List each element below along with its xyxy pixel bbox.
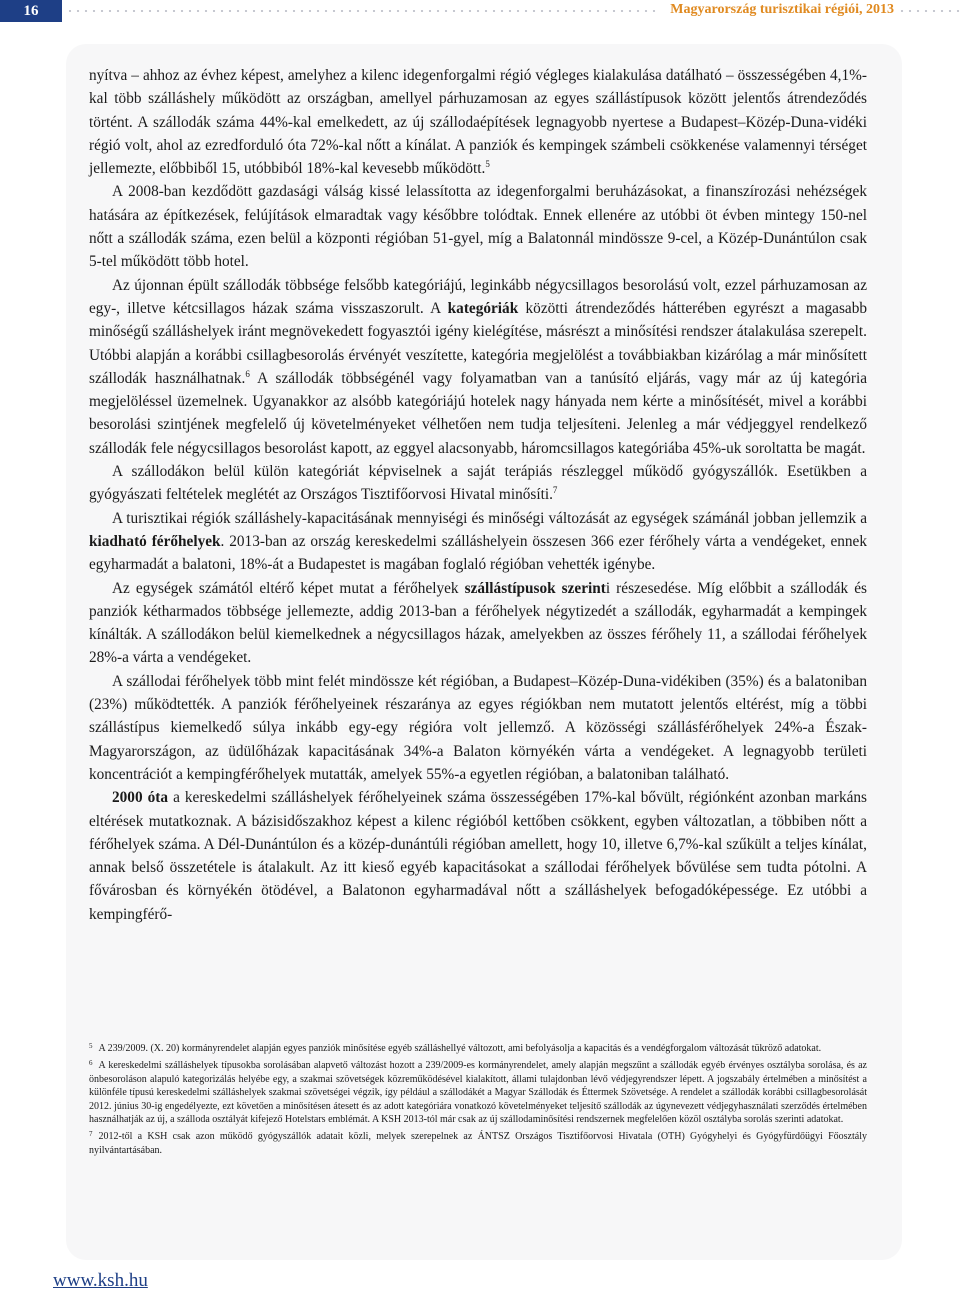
footnote-5 xyxy=(89,1040,867,1055)
paragraph-8 xyxy=(89,786,867,926)
paragraph-4 xyxy=(89,460,867,507)
paragraph-text: . 2013-ban az ország kereskedelmi szálláshelyein összesen 366 ezer férőhely várta a vendégeket, ennek egyharmadát a balatoni, 18%-át a Budapestet is magában foglaló régióban vehették igénybe. xyxy=(89,532,867,574)
paragraph-text: közötti átrendeződés hátterében egyrészt a magasabb minőségű szálláshelyek iránt megnövekedett fogyasztói igény kielégítése, másrészt a minősítési rendszer átalakulása szerepelt. Utóbbi alapján a korábbi csillagbesorolás érvényét veszítette, kategória megjelölést a továbbiakban kizárólag a már minősített szállodák használhatnak. xyxy=(89,299,867,387)
footnote-number: 5 xyxy=(89,1042,93,1050)
footnote-ref[interactable]: 6 xyxy=(245,368,250,379)
paragraph-text: Az egységek számától eltérő képet mutat a férőhelyek xyxy=(112,579,465,597)
emphasis-2000-ota: 2000 óta xyxy=(112,789,169,807)
emphasis-szallastipusok: szállástípusok szerint xyxy=(464,579,606,597)
paragraph-7: A szállodai férőhelyek több mint felét mindössze két régióban, a Budapest–Közép-Duna-vidékiben (35%) és a balatoniban (23%) működtették. A panziók férőhelyeinek részaránya az egyes régiókban nem mutatott jelentős eltérést, míg a többi szállástípus kiemelkedő súlya inkább egy-egy régióra volt jellemző. A közösségi szállásférőhelyek 24%-a Észak-Magyarországon, az üdülőházak kapacitásának 34%-a Balaton környékén várta a vendégeket. A legnagyobb területi koncentrációt a kempingférőhelyek mutatták, amelyek 55%-a egyetlen régióban, a balatoniban található. xyxy=(89,672,867,783)
paragraph-text: A szállodákon belül külön kategóriát képviselnek a saját terápiás részleggel működő gyógyszállók. Esetükben a gyógyászati feltételek meglétét az Országos Tisztifőorvosi Hivatal minősíti. xyxy=(89,463,867,504)
page-number: 16 xyxy=(0,0,62,22)
footnote-7 xyxy=(89,1128,867,1157)
emphasis-kategoriak: kategóriák xyxy=(447,299,519,317)
footnote-6 xyxy=(89,1057,867,1126)
page-header xyxy=(0,0,960,24)
paragraph-5 xyxy=(89,507,867,577)
paragraph-text: A szállodák többségénél vagy folyamatban van a tanúsító eljárás, vagy már az új kategória megjelöléssel üzemelnek. Ugyanakkor az alsóbb kategóriájú hotelek nagy hányada nem kérte a minősítését, mivel a korábbi besorolási szintjének megfelelő új követelményeket vélhetően nem tudja teljesíteni. Jelenleg a már védjeggyel rendelkező szállodák fele négycsillagos besorolást kapott, az eggyel alacsonyabb, háromcsillagos kategóriába 45%-uk soroltatta be magát. xyxy=(89,369,868,457)
paragraph-text: A turisztikai régiók szálláshely-kapacitásának mennyiségi és minőségi változását az egységek számánál jobban jellemzik a xyxy=(112,509,867,527)
footnote-text: A 239/2009. (X. 20) kormányrendelet alapján egyes panziók minősítése egyéb szálláshellyé változott, ami befolyásolja a kapacitás és a vendégforgalom változását tükröző adatokat. xyxy=(98,1043,822,1054)
footer-website-link[interactable]: www.ksh.hu xyxy=(53,1270,148,1291)
paragraph-3 xyxy=(89,274,867,460)
footnote-number: 6 xyxy=(89,1059,93,1068)
header-dotted-rule xyxy=(66,10,656,12)
paragraph-text: a kereskedelmi szálláshelyek férőhelyeinek száma összességében 17%-kal bővült, régiónként azonban markáns eltérések mutatkoznak. A bázisidőszakhoz képest a kilenc régióból kettőben csökkent, egyben változatlan, a többiben nőtt a férőhelyek száma. A Dél-Dunántúlon és a közép-dunántúli régióban amellett, hogy 10, illetve 6,7%-kal szűkült a teljes kínálat, annak belső összetétele is átalakult. Az itt kieső egyéb kapacitásokat a szállodai férőhelyek bővülése sem tudta pótolni. A fővárosban és környékén ötödével, a Balatonon egyharmadával nőtt a szálláshelyek befogadóképessége. Ez utóbbi a kempingférő- xyxy=(89,789,867,923)
footnote-ref[interactable]: 5 xyxy=(485,159,490,170)
running-title: Magyarország turisztikai régiói, 2013 xyxy=(670,2,894,17)
footnote-number: 7 xyxy=(89,1130,93,1139)
paragraph-text: i részesedése. Míg előbbit a szállodák és panziók kétharmados többsége jellemezte, addig 2013-ban a férőhelyek négytizedét a szállodák, egyharmadát a kempingek kínálták. A szállodákon belül kiemelkednek a négycsillagos házak, amelyekben az összes férőhely 11, a szállodai férőhelyek 28%-a várta a vendégeket. xyxy=(89,579,867,667)
footnote-text: A kereskedelmi szálláshelyek típusokba sorolásában alapvető változást hozott a 239/2009-es kormányrendelet, amely alapján megszűnt a szállodák egyéb érvényes osztályba sorolása, és az önbesoroláson alapuló kategorizálás helyébe egy, a szakmai szövetségek közreműködésével kialakított, állami tulajdonban lévő védjegyrendszer lépett. A jogszabály értelmében a minősítést a különféle típusú kereskedelmi szálláshelyek szakmai szövetségei végzik, így például a szállodákét a Magyar Szállodák és Éttermek Szövetsége. A rendelet a szállodák korábbi csillagbesorolását 2012. június 30-ig engedélyezte, ezt követően a minősítésen átesett és az adott kategóriára vonatkozó követelményeket teljesítő szállodák az úgynevezett védjegyhasználati szerződés értelmében használhatják az új, a szálloda osztályát kifejező Hotelstars emblémát. A KSH 2013-tól már csak az új szállodaminősítési rendszernek megfelelően közöl osztályba sorolás szerinti adatokat. xyxy=(89,1060,867,1126)
main-text xyxy=(89,64,867,926)
emphasis-kiadhato-ferohelyek: kiadható férőhelyek xyxy=(89,532,221,550)
paragraph-2: A 2008-ban kezdődött gazdasági válság kissé lelassította az idegenforgalmi beruházásokat, a finanszírozási nehézségek hatására az építkezések, felújítások elmaradtak vagy későbbre tolódtak. Ennek ellenére az utóbbi öt évben mintegy 150-nel nőtt a szállodák száma, ezen belül a központi régióban 51-gyel, míg a Balatonnál mindössze 9-cel, a Közép-Dunántúlon csak 5-tel működött több hotel. xyxy=(89,183,867,271)
header-dotted-rule-right xyxy=(898,10,960,12)
paragraph-text: Az újonnan épült szállodák többsége felsőbb kategóriájú, leginkább négycsillagos besorolású volt, ezzel párhuzamosan az egy-, illetve kétcsillagos házak száma visszaszorult. A xyxy=(89,276,867,317)
footnotes xyxy=(89,1040,867,1159)
paragraph-6 xyxy=(89,577,867,670)
paragraph-1 xyxy=(89,64,867,180)
footnote-ref[interactable]: 7 xyxy=(552,485,558,496)
footnote-text: 2012-től a KSH csak azon működő gyógyszállók adatait közli, melyek szerepelnek az ÁNTSZ Országos Tisztifőorvosi Hivatala (OTH) Gyógyhelyi és Gyógyfürdőügyi Főosztály nyilvántartásában. xyxy=(89,1131,867,1156)
paragraph-text: nyítva – ahhoz az évhez képest, amelyhez a kilenc idegenforgalmi régió végleges kialakulása datálható – összességében 4,1%-kal több szálláshely működött az országban, amellyel párhuzamosan az egyes szállástípusok között jelentős átrendeződés történt. A szállodák száma 44%-kal emelkedett, az új szállodaépítések legnagyobb nyertese a Budapest–Közép-Duna-vidéki régió volt, ahol az ezredforduló óta 72%-kal nőtt a kínálat. A panziók és kempingek számbeli csökkenése valamennyi térséget jellemezte, előbbiből 15, utóbbiból 18%-kal kevesebb működött. xyxy=(89,67,867,178)
